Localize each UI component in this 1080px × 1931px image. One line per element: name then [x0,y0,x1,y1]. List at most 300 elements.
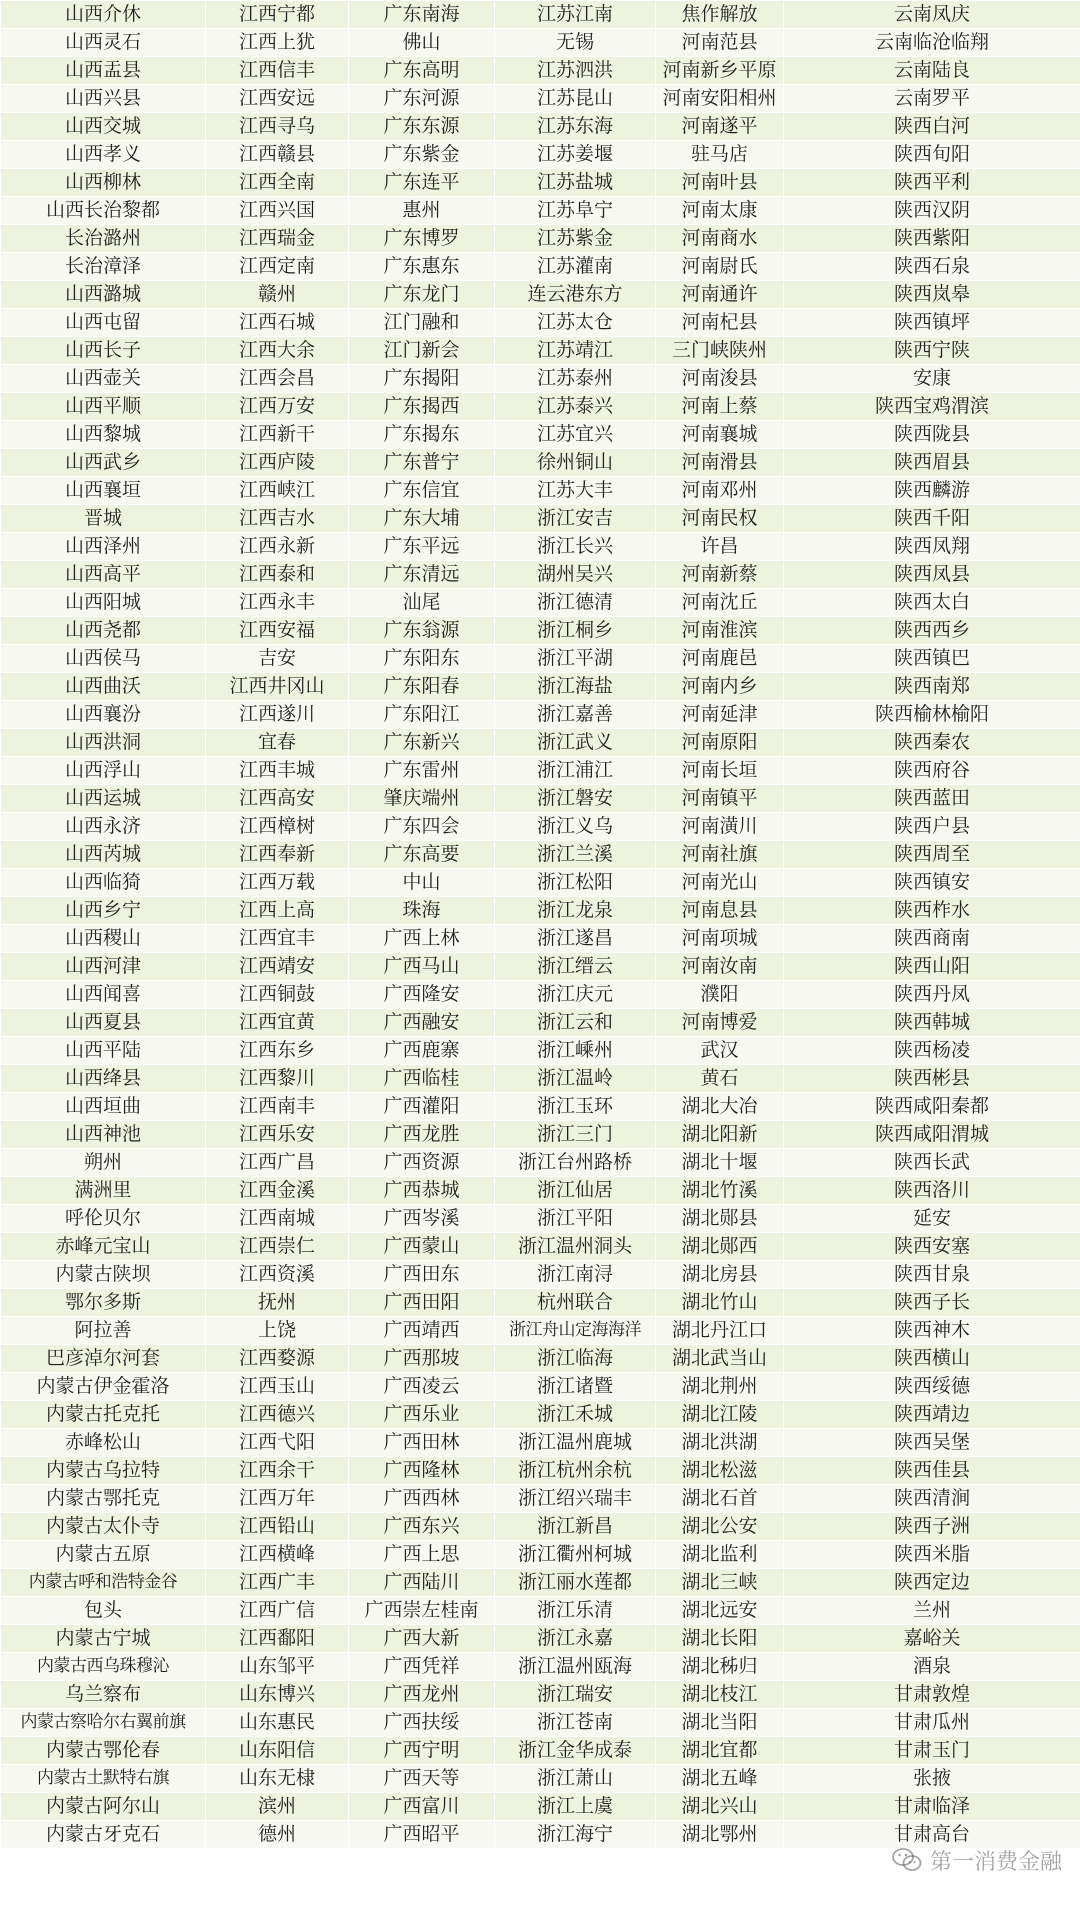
table-cell: 湖北大冶 [656,1093,784,1121]
table-cell: 广东河源 [349,85,495,113]
table-cell: 湖北兴山 [656,1793,784,1821]
table-cell: 连云港东方 [495,281,656,309]
table-cell: 滨州 [206,1793,349,1821]
table-cell: 江西庐陵 [206,449,349,477]
table-cell: 湖北当阳 [656,1709,784,1737]
table-cell: 浙江嘉善 [495,701,656,729]
table-cell: 广西灌阳 [349,1093,495,1121]
table-cell: 兰州 [784,1597,1080,1625]
table-cell: 广东东源 [349,113,495,141]
table-cell: 河南息县 [656,897,784,925]
table-row [1,169,1080,197]
table-cell: 陕西秦农 [784,729,1080,757]
table-cell: 云南罗平 [784,85,1080,113]
table-cell: 浙江嵊州 [495,1037,656,1065]
table-cell: 杭州联合 [495,1289,656,1317]
table-cell: 广西资源 [349,1149,495,1177]
table-cell: 长治漳泽 [1,253,206,281]
table-cell: 张掖 [784,1765,1080,1793]
table-cell: 山西平顺 [1,393,206,421]
table-cell: 江苏太仓 [495,309,656,337]
table-cell: 惠州 [349,197,495,225]
table-cell: 广西靖西 [349,1317,495,1345]
table-cell: 山西交城 [1,113,206,141]
table-cell: 河南项城 [656,925,784,953]
table-cell: 陕西凤县 [784,561,1080,589]
table-cell: 江苏江南 [495,1,656,29]
table-cell: 广东高明 [349,57,495,85]
table-cell: 陕西凤翔 [784,533,1080,561]
table-cell: 湖北十堰 [656,1149,784,1177]
table-cell: 江西赣县 [206,141,349,169]
table-row [1,365,1080,393]
watermark-text: 第一消费金融 [929,1849,1062,1875]
table-cell: 山西洪洞 [1,729,206,757]
table-cell: 陕西白河 [784,113,1080,141]
table-cell: 徐州铜山 [495,449,656,477]
table-cell: 广西扶绥 [349,1709,495,1737]
table-cell: 湖北三峡 [656,1569,784,1597]
table-cell: 江苏紫金 [495,225,656,253]
table-cell: 内蒙古阿尔山 [1,1793,206,1821]
table-cell: 陕西甘泉 [784,1261,1080,1289]
table-cell: 陕西镇巴 [784,645,1080,673]
table-cell: 浙江瑞安 [495,1681,656,1709]
table-row [1,757,1080,785]
table-cell: 广西田东 [349,1261,495,1289]
table-cell: 江西婺源 [206,1345,349,1373]
table-cell: 山西襄汾 [1,701,206,729]
table-row [1,1,1080,29]
table-cell: 广西岑溪 [349,1205,495,1233]
table-cell: 陕西佳县 [784,1457,1080,1485]
table-cell: 陕西咸阳秦都 [784,1093,1080,1121]
table-row [1,85,1080,113]
table-cell: 山西武乡 [1,449,206,477]
table-row [1,1205,1080,1233]
table-cell: 浙江德清 [495,589,656,617]
table-cell: 浙江临海 [495,1345,656,1373]
table-cell: 宜春 [206,729,349,757]
table-cell: 陕西周至 [784,841,1080,869]
table-cell: 广西那坡 [349,1345,495,1373]
table-cell: 陕西千阳 [784,505,1080,533]
table-cell: 浙江舟山定海海洋 [495,1317,656,1345]
table-cell: 许昌 [656,533,784,561]
table-cell: 江西丰城 [206,757,349,785]
table-cell: 浙江云和 [495,1009,656,1037]
table-cell: 陕西韩城 [784,1009,1080,1037]
table-cell: 广西龙州 [349,1681,495,1709]
table-cell: 河南内乡 [656,673,784,701]
table-cell: 江西金溪 [206,1177,349,1205]
table-cell: 浙江松阳 [495,869,656,897]
table-cell: 湖北秭归 [656,1653,784,1681]
table-cell: 江西德兴 [206,1401,349,1429]
table-cell: 广东紫金 [349,141,495,169]
table-cell: 浙江安吉 [495,505,656,533]
table-row [1,897,1080,925]
table-cell: 陕西咸阳渭城 [784,1121,1080,1149]
table-row [1,1093,1080,1121]
wechat-icon [892,1847,922,1873]
table-cell: 江西万年 [206,1485,349,1513]
table-cell: 江苏盐城 [495,169,656,197]
table-row [1,1429,1080,1457]
table-cell: 广西隆安 [349,981,495,1009]
table-cell: 浙江磐安 [495,785,656,813]
table-cell: 广西隆林 [349,1457,495,1485]
table-cell: 内蒙古鄂伦春 [1,1737,206,1765]
table-row [1,1149,1080,1177]
table-cell: 陕西南郑 [784,673,1080,701]
table-cell: 陕西柞水 [784,897,1080,925]
table-cell: 陕西吴堡 [784,1429,1080,1457]
table-cell: 山东博兴 [206,1681,349,1709]
table-cell: 内蒙古土默特右旗 [1,1765,206,1793]
table-cell: 浙江温州鹿城 [495,1429,656,1457]
table-cell: 河南延津 [656,701,784,729]
table-cell: 广西鹿寨 [349,1037,495,1065]
table-cell: 浙江龙泉 [495,897,656,925]
table-cell: 江西广信 [206,1597,349,1625]
table-cell: 广东普宁 [349,449,495,477]
table-cell: 陕西镇坪 [784,309,1080,337]
table-cell: 陕西西乡 [784,617,1080,645]
table-cell: 河南民权 [656,505,784,533]
table-cell: 江西寻乌 [206,113,349,141]
table-cell: 江西宜黄 [206,1009,349,1037]
table-cell: 河南原阳 [656,729,784,757]
table-cell: 广东龙门 [349,281,495,309]
table-row [1,589,1080,617]
table-cell: 江西崇仁 [206,1233,349,1261]
table-row [1,1345,1080,1373]
table-cell: 江西瑞金 [206,225,349,253]
table-cell: 广西凌云 [349,1373,495,1401]
table-cell: 江苏大丰 [495,477,656,505]
table-cell: 浙江三门 [495,1121,656,1149]
table-cell: 山西闻喜 [1,981,206,1009]
table-cell: 浙江苍南 [495,1709,656,1737]
table-cell: 江苏灌南 [495,253,656,281]
table-cell: 江西吉水 [206,505,349,533]
table-cell: 山西灵石 [1,29,206,57]
table-cell: 浙江仙居 [495,1177,656,1205]
table-cell: 陕西汉阴 [784,197,1080,225]
table-cell: 广西陆川 [349,1569,495,1597]
table-cell: 陕西平利 [784,169,1080,197]
table-cell: 江西横峰 [206,1541,349,1569]
table-cell: 嘉峪关 [784,1625,1080,1653]
table-row [1,813,1080,841]
table-cell: 江苏宜兴 [495,421,656,449]
table-cell: 陕西紫阳 [784,225,1080,253]
table-cell: 浙江诸暨 [495,1373,656,1401]
table-cell: 湖北监利 [656,1541,784,1569]
table-cell: 陕西榆林榆阳 [784,701,1080,729]
table-row [1,1261,1080,1289]
table-cell: 广西天等 [349,1765,495,1793]
table-row [1,1765,1080,1793]
table-row [1,1485,1080,1513]
table-cell: 德州 [206,1821,349,1849]
table-cell: 陕西长武 [784,1149,1080,1177]
table-cell: 内蒙古西乌珠穆沁 [1,1653,206,1681]
table-cell: 山西芮城 [1,841,206,869]
table-cell: 晋城 [1,505,206,533]
table-cell: 河南新蔡 [656,561,784,589]
table-cell: 呼伦贝尔 [1,1205,206,1233]
table-cell: 广西崇左桂南 [349,1597,495,1625]
table-cell: 安康 [784,365,1080,393]
table-cell: 陕西子长 [784,1289,1080,1317]
table-cell: 江西广丰 [206,1569,349,1597]
table-cell: 山西神池 [1,1121,206,1149]
table-cell: 湖北竹溪 [656,1177,784,1205]
table-row [1,1653,1080,1681]
table-row [1,1681,1080,1709]
table-cell: 广西昭平 [349,1821,495,1849]
table-row [1,421,1080,449]
table-row [1,337,1080,365]
table-cell: 浙江长兴 [495,533,656,561]
table-cell: 延安 [784,1205,1080,1233]
table-cell: 江西兴国 [206,197,349,225]
table-cell: 湖北枝江 [656,1681,784,1709]
table-cell: 江西余干 [206,1457,349,1485]
table-cell: 江苏姜堰 [495,141,656,169]
table-cell: 江西新干 [206,421,349,449]
table-row [1,225,1080,253]
table-cell: 江西万载 [206,869,349,897]
table-cell: 浙江丽水莲都 [495,1569,656,1597]
table-cell: 山西永济 [1,813,206,841]
table-cell: 江西万安 [206,393,349,421]
table-cell: 陕西清涧 [784,1485,1080,1513]
table-cell: 湖北长阳 [656,1625,784,1653]
table-cell: 山西河津 [1,953,206,981]
table-cell: 山西阳城 [1,589,206,617]
table-cell: 江西玉山 [206,1373,349,1401]
table-row [1,1317,1080,1345]
table-cell: 河南社旗 [656,841,784,869]
table-cell: 浙江玉环 [495,1093,656,1121]
table-cell: 浙江平湖 [495,645,656,673]
table-cell: 江西峡江 [206,477,349,505]
table-cell: 云南陆良 [784,57,1080,85]
table-cell: 广西西林 [349,1485,495,1513]
table-cell: 广西蒙山 [349,1233,495,1261]
table-cell: 广东阳春 [349,673,495,701]
table-cell: 广东平远 [349,533,495,561]
table-cell: 广东新兴 [349,729,495,757]
table-row [1,281,1080,309]
table-cell: 河南商水 [656,225,784,253]
table-cell: 湖北丹江口 [656,1317,784,1345]
table-cell: 浙江平阳 [495,1205,656,1233]
table-cell: 赣州 [206,281,349,309]
table-cell: 浙江庆元 [495,981,656,1009]
table-row [1,1625,1080,1653]
table-cell: 内蒙古伊金霍洛 [1,1373,206,1401]
table-cell: 河南潢川 [656,813,784,841]
table-cell: 河南叶县 [656,169,784,197]
table-cell: 山西盂县 [1,57,206,85]
table-row [1,1121,1080,1149]
table-cell: 山东阳信 [206,1737,349,1765]
table-cell: 湖北五峰 [656,1765,784,1793]
table-cell: 浙江衢州柯城 [495,1541,656,1569]
table-cell: 山西长治黎都 [1,197,206,225]
table-cell: 陕西神木 [784,1317,1080,1345]
table-cell: 广东阳江 [349,701,495,729]
table-cell: 广东连平 [349,169,495,197]
table-cell: 浙江遂昌 [495,925,656,953]
table-cell: 江西大余 [206,337,349,365]
table-cell: 陕西户县 [784,813,1080,841]
table-cell: 江西资溪 [206,1261,349,1289]
table-cell: 广东雷州 [349,757,495,785]
table-cell: 河南博爱 [656,1009,784,1037]
table-cell: 河南浚县 [656,365,784,393]
table-cell: 浙江温岭 [495,1065,656,1093]
table-cell: 甘肃临泽 [784,1793,1080,1821]
table-row [1,981,1080,1009]
table-cell: 山东无棣 [206,1765,349,1793]
table-cell: 江苏泰兴 [495,393,656,421]
table-cell: 巴彦淖尔河套 [1,1345,206,1373]
table-row [1,1793,1080,1821]
table-cell: 广东惠东 [349,253,495,281]
table-cell: 湖北洪湖 [656,1429,784,1457]
table-cell: 广东揭阳 [349,365,495,393]
table-cell: 鄂尔多斯 [1,1289,206,1317]
table-cell: 抚州 [206,1289,349,1317]
table-cell: 江西高安 [206,785,349,813]
table-cell: 满洲里 [1,1177,206,1205]
table-cell: 陕西宝鸡渭滨 [784,393,1080,421]
table-cell: 山西襄垣 [1,477,206,505]
table-cell: 河南滑县 [656,449,784,477]
table-cell: 江苏靖江 [495,337,656,365]
table-cell: 广东信宜 [349,477,495,505]
table-cell: 江西鄱阳 [206,1625,349,1653]
table-cell: 浙江台州路桥 [495,1149,656,1177]
table-cell: 江西铜鼓 [206,981,349,1009]
table-cell: 湖北宜都 [656,1737,784,1765]
table-cell: 河南镇平 [656,785,784,813]
table-cell: 甘肃玉门 [784,1737,1080,1765]
table-cell: 江苏昆山 [495,85,656,113]
table-cell: 陕西定边 [784,1569,1080,1597]
table-cell: 珠海 [349,897,495,925]
table-cell: 广西田林 [349,1429,495,1457]
table-cell: 山西浮山 [1,757,206,785]
table-cell: 浙江义乌 [495,813,656,841]
table-cell: 广西龙胜 [349,1121,495,1149]
table-cell: 广西大新 [349,1625,495,1653]
table-cell: 浙江武义 [495,729,656,757]
table-cell: 江门融和 [349,309,495,337]
table-cell: 广东大埔 [349,505,495,533]
table-cell: 江西永丰 [206,589,349,617]
table-cell: 广东翁源 [349,617,495,645]
table-row [1,1233,1080,1261]
table-cell: 江西石城 [206,309,349,337]
table-cell: 山西屯留 [1,309,206,337]
table-cell: 内蒙古鄂托克 [1,1485,206,1513]
table-cell: 广西东兴 [349,1513,495,1541]
table-cell: 陕西安塞 [784,1233,1080,1261]
table-cell: 山西垣曲 [1,1093,206,1121]
table-row [1,645,1080,673]
table-cell: 陕西山阳 [784,953,1080,981]
table-cell: 河南上蔡 [656,393,784,421]
table-cell: 广东高要 [349,841,495,869]
table-cell: 广东揭西 [349,393,495,421]
table-row [1,1541,1080,1569]
table-cell: 河南遂平 [656,113,784,141]
table-cell: 山东惠民 [206,1709,349,1737]
table-cell: 山西柳林 [1,169,206,197]
table-cell: 河南沈丘 [656,589,784,617]
table-cell: 山西黎城 [1,421,206,449]
table-cell: 内蒙古乌拉特 [1,1457,206,1485]
table-row [1,505,1080,533]
table-row [1,29,1080,57]
table-row [1,1401,1080,1429]
table-cell: 上饶 [206,1317,349,1345]
table-row [1,617,1080,645]
table-cell: 江西上高 [206,897,349,925]
table-cell: 浙江杭州余杭 [495,1457,656,1485]
table-cell: 浙江萧山 [495,1765,656,1793]
table-row [1,561,1080,589]
table-cell: 甘肃高台 [784,1821,1080,1849]
table-cell: 广东阳东 [349,645,495,673]
table-cell: 河南襄城 [656,421,784,449]
table-cell: 吉安 [206,645,349,673]
table-row [1,57,1080,85]
table-cell: 广东四会 [349,813,495,841]
table-row [1,841,1080,869]
table-cell: 乌兰察布 [1,1681,206,1709]
table-cell: 湖北郧县 [656,1205,784,1233]
table-cell: 陕西镇安 [784,869,1080,897]
table-cell: 广东揭东 [349,421,495,449]
table-cell: 河南通许 [656,281,784,309]
table-cell: 河南光山 [656,869,784,897]
table-cell: 山西高平 [1,561,206,589]
table-cell: 肇庆端州 [349,785,495,813]
table-cell: 陕西眉县 [784,449,1080,477]
table-cell: 陕西丹凤 [784,981,1080,1009]
table-cell: 浙江绍兴瑞丰 [495,1485,656,1513]
table-cell: 浙江兰溪 [495,841,656,869]
table-cell: 浙江海宁 [495,1821,656,1849]
table-cell: 河南杞县 [656,309,784,337]
table-cell: 内蒙古牙克石 [1,1821,206,1849]
table-cell: 湖北江陵 [656,1401,784,1429]
table-cell: 阿拉善 [1,1317,206,1345]
table-cell: 江门新会 [349,337,495,365]
table-cell: 浙江南浔 [495,1261,656,1289]
table-cell: 河南长垣 [656,757,784,785]
table-cell: 包头 [1,1597,206,1625]
table-cell: 江西永新 [206,533,349,561]
table-cell: 汕尾 [349,589,495,617]
